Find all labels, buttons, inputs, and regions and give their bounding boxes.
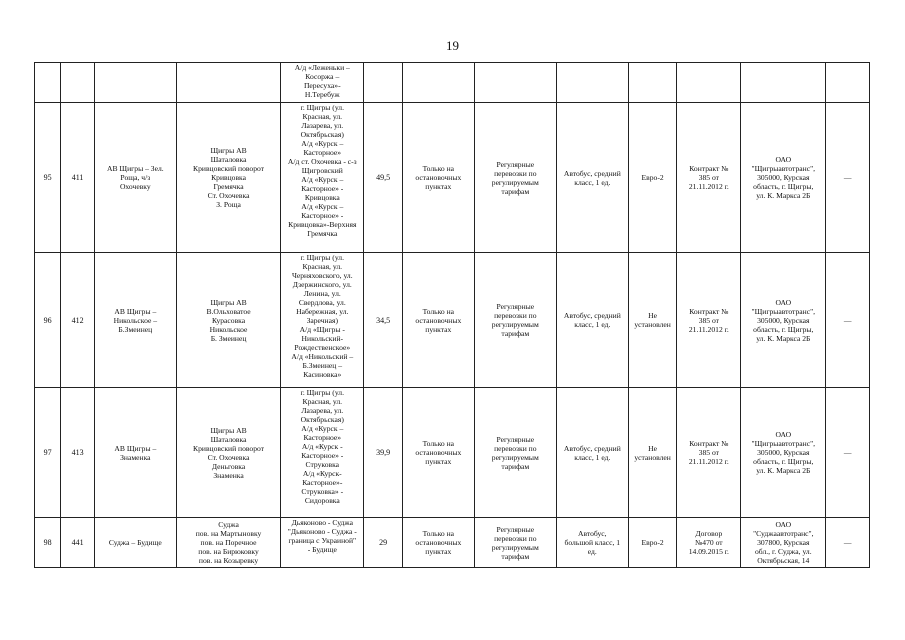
tariff-cell: Регулярные перевозки по регулируемым тарифам <box>474 103 556 253</box>
stops-cell: Суджа пов. на Мартыновку пов. на Поречное пов. на Бирюковку пов. на Козыревку <box>176 518 280 568</box>
route-name-cell <box>94 63 176 103</box>
tariff-cell: Регулярные перевозки по регулируемым тарифам <box>474 518 556 568</box>
table-row <box>35 388 870 518</box>
table-row <box>35 253 870 388</box>
path-cell: А/д «Леженьки – Косоржа – Пересуха»- Н.Теребуж <box>281 63 364 103</box>
eco-class-cell <box>628 63 677 103</box>
boarding-cell: Только на остановочных пунктах <box>402 103 474 253</box>
vehicle-cell: Автобус, средний класс, 1 ед. <box>556 103 628 253</box>
boarding-cell: Только на остановочных пунктах <box>402 388 474 518</box>
contract-cell: Контракт № 385 от 21.11.2012 г. <box>677 253 741 388</box>
path-cell: г. Щигры (ул. Красная, ул. Черняховского, ул. Дзержинского, ул. Ленина, ул. Свердлова, ул. Набережная, ул. Заречная) А/д «Щигры - Никольский- Рождественское» А/д «Никольский – Б.Змеинец – Касиновка» <box>281 253 364 388</box>
route-number-cell: 441 <box>61 518 94 568</box>
boarding-cell: Только на остановочных пунктах <box>402 518 474 568</box>
carrier-cell: ОАО "Щигрыавтотранс", 305000, Курская область, г. Щигры, ул. К. Маркса 2Б <box>741 103 826 253</box>
length-cell: 49,5 <box>364 103 403 253</box>
extra-cell: — <box>826 518 870 568</box>
route-name-cell: АВ Щигры – Никольское – Б.Змеинец <box>94 253 176 388</box>
routes-table <box>34 62 870 568</box>
eco-class-cell: Не установлен <box>628 388 677 518</box>
stops-cell: Щигры АВ В.Ольховатое Курасовка Никольское Б. Змеинец <box>176 253 280 388</box>
carrier-cell: ОАО "Щигрыавтотранс", 305000, Курская область, г. Щигры, ул. К. Маркса 2Б <box>741 388 826 518</box>
row-number-cell: 95 <box>35 103 61 253</box>
route-name-cell: АВ Щигры – Знаменка <box>94 388 176 518</box>
extra-cell: — <box>826 253 870 388</box>
extra-cell: — <box>826 388 870 518</box>
row-number-cell: 96 <box>35 253 61 388</box>
page-number: 19 <box>446 38 459 53</box>
row-number-cell: 97 <box>35 388 61 518</box>
route-number-cell: 413 <box>61 388 94 518</box>
table-row <box>35 103 870 253</box>
path-cell: г. Щигры (ул. Красная, ул. Лазарева, ул. Октябрьская) А/д «Курск – Касторное» А/д ст. Охочевка - с-з Щигровский А/д «Курск – Касторное» - Кривцовка А/д «Курск – Касторное» - Кривцовка»-Верхняя Гремячка <box>281 103 364 253</box>
eco-class-cell: Евро-2 <box>628 518 677 568</box>
stops-cell <box>176 63 280 103</box>
tariff-cell: Регулярные перевозки по регулируемым тарифам <box>474 253 556 388</box>
route-name-cell: АВ Щигры – Зел. Роща, ч/з Охочевку <box>94 103 176 253</box>
row-number-cell: 98 <box>35 518 61 568</box>
eco-class-cell: Не установлен <box>628 253 677 388</box>
carrier-cell: ОАО "Щигрыавтотранс", 305000, Курская область, г. Щигры, ул. К. Маркса 2Б <box>741 253 826 388</box>
tariff-cell: Регулярные перевозки по регулируемым тарифам <box>474 388 556 518</box>
stops-cell: Щигры АВ Шаталовка Кривцовский поворот Кривцовка Гремячка Ст. Охочевка З. Роща <box>176 103 280 253</box>
length-cell: 34,5 <box>364 253 403 388</box>
extra-cell: — <box>826 103 870 253</box>
route-name-cell: Суджа – Будище <box>94 518 176 568</box>
carrier-cell <box>741 63 826 103</box>
vehicle-cell: Автобус, средний класс, 1 ед. <box>556 253 628 388</box>
contract-cell: Контракт № 385 от 21.11.2012 г. <box>677 388 741 518</box>
boarding-cell: Только на остановочных пунктах <box>402 253 474 388</box>
contract-cell <box>677 63 741 103</box>
boarding-cell <box>402 63 474 103</box>
path-cell: Дьяконово - Суджа "Дьяконово - Суджа - граница с Украиной" - Будище <box>281 518 364 568</box>
eco-class-cell: Евро-2 <box>628 103 677 253</box>
length-cell: 39,9 <box>364 388 403 518</box>
length-cell: 29 <box>364 518 403 568</box>
table-row <box>35 518 870 568</box>
extra-cell <box>826 63 870 103</box>
route-number-cell <box>61 63 94 103</box>
table-row <box>35 63 870 103</box>
route-number-cell: 411 <box>61 103 94 253</box>
row-number-cell <box>35 63 61 103</box>
length-cell <box>364 63 403 103</box>
contract-cell: Договор №470 от 14.09.2015 г. <box>677 518 741 568</box>
route-number-cell: 412 <box>61 253 94 388</box>
vehicle-cell: Автобус, большой класс, 1 ед. <box>556 518 628 568</box>
vehicle-cell <box>556 63 628 103</box>
vehicle-cell: Автобус, средний класс, 1 ед. <box>556 388 628 518</box>
contract-cell: Контракт № 385 от 21.11.2012 г. <box>677 103 741 253</box>
path-cell: г. Щигры (ул. Красная, ул. Лазарева, ул. Октябрьская) А/д «Курск – Касторное» А/д «Курск - Касторное» - Струковка А/д «Курск- Касторное»- Струковка» - Сидоровка <box>281 388 364 518</box>
stops-cell: Щигры АВ Шаталовка Кривцовский поворот Ст. Охочевка Деньговка Знаменка <box>176 388 280 518</box>
carrier-cell: ОАО "Суджаавтотранс", 307800, Курская обл., г. Суджа, ул. Октябрьская, 14 <box>741 518 826 568</box>
tariff-cell <box>474 63 556 103</box>
